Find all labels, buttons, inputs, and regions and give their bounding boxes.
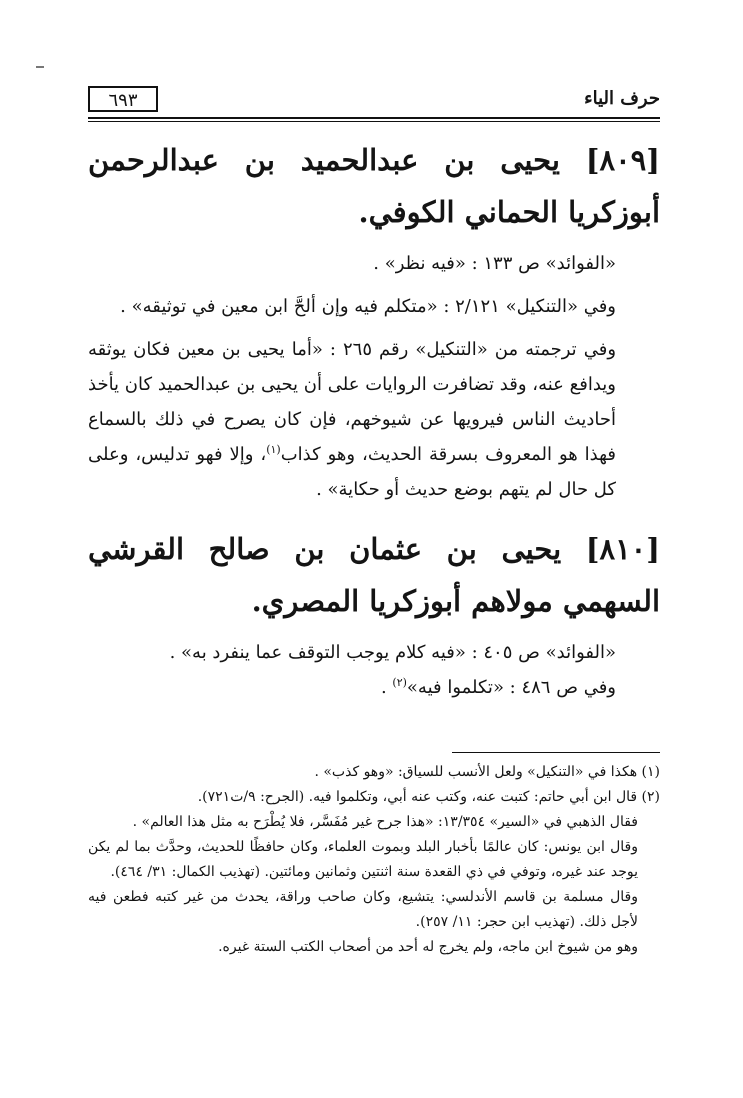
footnote-2-ibn-yunus: وقال ابن يونس: كان عالمًا بأخبار البلد وبموت العلماء، وكان حافظًا للحديث، وحدَّث بما لم يكن يوجد عند غيره، وتوفي في ذي القعدة سنة اثنتين وثمانين ومائتين. (تهذيب الكمال: ٣١/ ٤٦٤).	[88, 839, 638, 880]
entry-810-page-486-text: وفي ص ٤٨٦ : «تكلموا فيه»	[406, 677, 616, 698]
entry-809-biography-text-end: ، وإلا فهو تدليس، وعلى كل حال لم يتهم بوضع حديث أو حكاية» .	[88, 444, 616, 500]
stray-ink-mark	[36, 66, 44, 68]
footnote-marker-1[interactable]: (١)	[266, 443, 281, 456]
entry-809-biography	[88, 332, 660, 507]
footnote-rule	[452, 752, 660, 753]
footnote-2-maslama: وقال مسلمة بن قاسم الأندلسي: يتشيع، وكان صاحب وراقة، يحدث من غير كتبه فطعن فيه لأجل ذلك. (تهذيب ابن حجر: ١١/ ٢٥٧).	[88, 889, 638, 930]
entry-809-biography-text: وفي ترجمته من «التنكيل» رقم ٢٦٥ : «أما يحيى بن معين فكان يوثقه ويدافع عنه، وقد تضافرت الروايات على أن يحيى بن عبدالحميد كان يأخذ أحاديث الناس فيرويها عن شيوخهم، فإن كان يصرح في ذلك بالسماع فهذا هو المعروف بسرقة الحديث، وهو كذاب	[88, 339, 617, 465]
entry-809-fawaid: «الفوائد» ص ١٣٣ : «فيه نظر» .	[373, 253, 616, 274]
entry-809-tankil: وفي «التنكيل» ٢/١٢١ : «متكلم فيه وإن ألحَّ ابن معين في توثيقه» .	[120, 296, 616, 317]
page-header	[88, 86, 660, 116]
entry-810-page-486	[88, 670, 660, 705]
entry-810-title: [٨١٠] يحيى بن عثمان بن صالح القرشي السهمي مولاهم أبوزكريا المصري.	[88, 532, 660, 618]
header-rule	[88, 117, 660, 119]
footnotes	[88, 760, 660, 960]
footnote-2: (٢) قال ابن أبي حاتم: كتبت عنه، وكتب عنه أبي، وتكلموا فيه. (الجرح: ٩/ت٧٢١).	[197, 789, 660, 805]
footnote-2-ibn-majah: وهو من شيوخ ابن ماجه، ولم يخرج له أحد من أصحاب الكتب الستة غيره.	[218, 939, 638, 955]
header-rule-thin	[88, 121, 660, 122]
entry-809-title: [٨٠٩] يحيى بن عبدالحميد بن عبدالرحمن أبوزكريا الحماني الكوفي.	[88, 143, 660, 229]
footnote-2-dhahabi: فقال الذهبي في «السير» ١٣/٣٥٤: «هذا جرح غير مُفَسَّر، فلا يُطْرَح به مثل هذا العالم» .	[132, 814, 638, 830]
entry-810-fawaid: «الفوائد» ص ٤٠٥ : «فيه كلام يوجب التوقف عما ينفرد به» .	[169, 642, 616, 663]
main-content	[88, 134, 660, 705]
entry-810-page-486-end: .	[380, 677, 393, 698]
page-number: ٦٩٣	[88, 86, 158, 112]
running-head: حرف الياء	[584, 88, 660, 109]
footnote-1: (١) هكذا في «التنكيل» ولعل الأنسب للسياق: «وهو كذب» .	[314, 764, 660, 780]
footnote-marker-2[interactable]: (٢)	[392, 676, 407, 689]
